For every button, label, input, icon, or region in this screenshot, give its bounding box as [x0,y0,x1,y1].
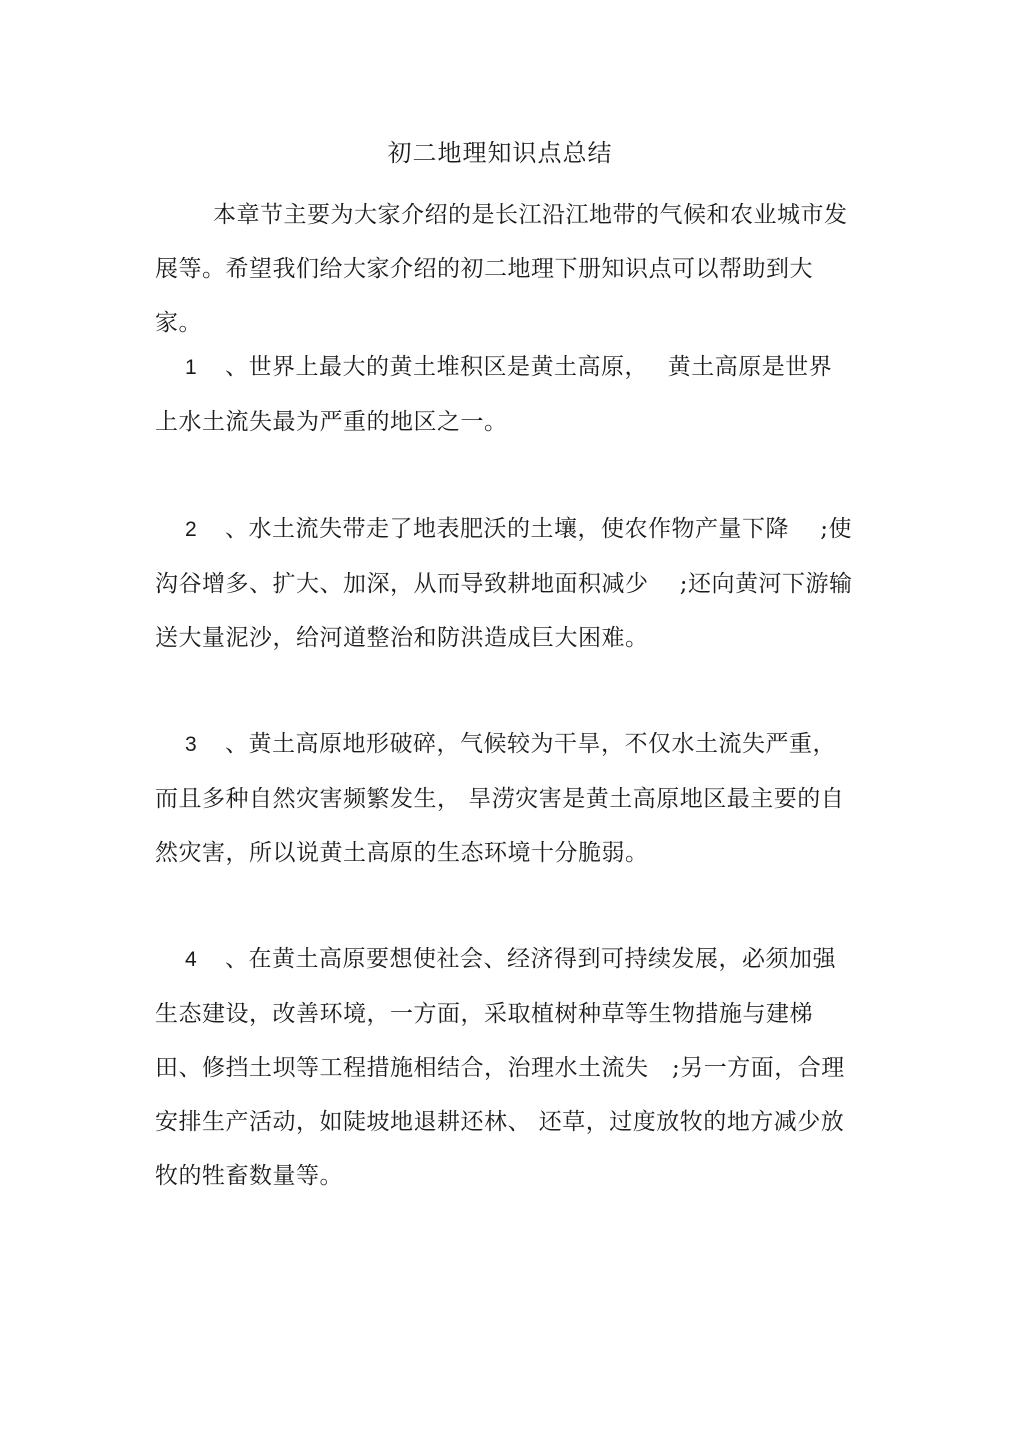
point-paragraph-1 [155,340,855,449]
point-text: 、黄土高原地形破碎，气候较为干旱，不仅水土流失严重，而且多种自然灾害频繁发生， 旱涝灾害是黄土高原地区最主要的自然灾害，所以说黄土高原的生态环境十分脆弱。 [155,731,845,866]
point-text: 、水土流失带走了地表肥沃的土壤，使农作物产量下降 ;使沟谷增多、扩大、加深，从而导致耕地面积减少 ;还向黄河下游输送大量泥沙，给河道整治和防洪造成巨大困难。 [155,516,853,651]
point-number: 1 [185,356,198,379]
point-paragraph-4 [155,932,855,1203]
point-number: 2 [185,518,198,541]
point-text: 、世界上最大的黄土堆积区是黄土高原， 黄土高原是世界上水土流失最为严重的地区之一。 [155,354,833,435]
intro-paragraph: 本章节主要为大家介绍的是长江沿江地带的气候和农业城市发展等。希望我们给大家介绍的初二地理下册知识点可以帮助到大家。 [155,202,848,336]
point-paragraph-3 [155,717,855,880]
point-paragraph-2 [155,502,855,665]
point-number: 4 [185,948,198,971]
document-title: 初二地理知识点总结 [387,139,613,167]
point-number: 3 [185,733,198,756]
point-text: 、在黄土高原要想使社会、经济得到可持续发展，必须加强生态建设，改善环境，一方面，采取植树种草等生物措施与建梯田、修挡土坝等工程措施相结合，治理水土流失 ;另一方面，合理安排生产活动，如陡坡地退耕还林、 还草，过度放牧的地方减少放牧的牲畜数量等。 [155,946,845,1189]
